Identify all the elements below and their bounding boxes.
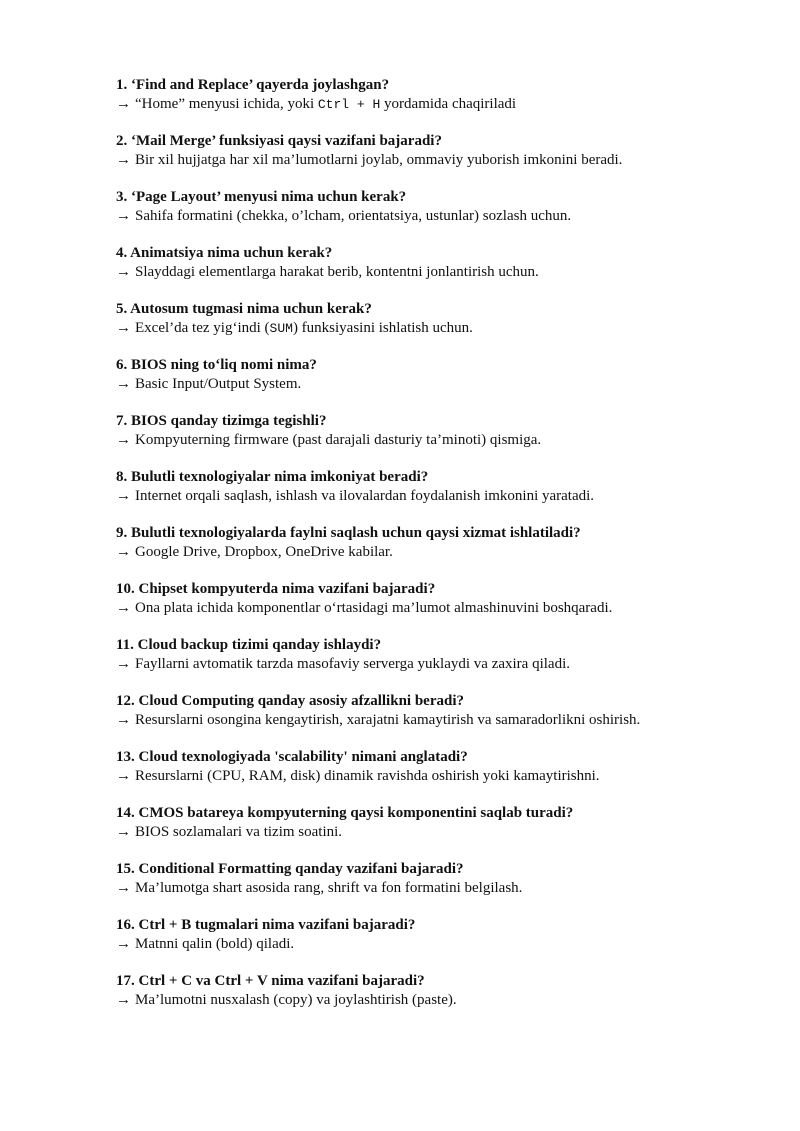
qa-item-15 <box>116 860 776 898</box>
arrow-icon: → <box>116 96 131 112</box>
answer-15-text: Ma’lumotga shart asosida rang, shrift va fon formatini belgilash. <box>135 880 523 896</box>
answer-5-text-after: ) funksiyasini ishlatish uchun. <box>292 320 473 336</box>
question-6: 6. BIOS ning to‘liq nomi nima? <box>116 357 317 373</box>
qa-item-10 <box>116 580 776 618</box>
answer-6-text: Basic Input/Output System. <box>135 376 302 392</box>
answer-15 <box>116 879 776 898</box>
question-3: 3. ‘Page Layout’ menyusi nima uchun kerak? <box>116 189 407 205</box>
answer-7 <box>116 431 776 450</box>
question-2: 2. ‘Mail Merge’ funksiyasi qaysi vazifani bajaradi? <box>116 133 442 149</box>
arrow-icon: → <box>116 432 131 448</box>
qa-item-3 <box>116 188 776 226</box>
qa-item-6 <box>116 356 776 394</box>
answer-17 <box>116 991 776 1010</box>
answer-2 <box>116 151 776 170</box>
arrow-icon: → <box>116 208 131 224</box>
answer-9-text: Google Drive, Dropbox, OneDrive kabilar. <box>135 544 393 560</box>
answer-16 <box>116 935 776 954</box>
answer-6 <box>116 375 776 394</box>
qa-item-14 <box>116 804 776 842</box>
question-15: 15. Conditional Formatting qanday vazifani bajaradi? <box>116 861 464 877</box>
answer-17-text: Ma’lumotni nusxalash (copy) va joylashtirish (paste). <box>135 992 457 1008</box>
answer-14-text: BIOS sozlamalari va tizim soatini. <box>135 824 343 840</box>
answer-9 <box>116 543 776 562</box>
arrow-icon: → <box>116 264 131 280</box>
qa-item-8 <box>116 468 776 506</box>
arrow-icon: → <box>116 880 131 896</box>
answer-5-text-before: Excel’da tez yig‘indi ( <box>135 320 270 336</box>
arrow-icon: → <box>116 488 131 504</box>
arrow-icon: → <box>116 936 131 952</box>
qa-item-16 <box>116 916 776 954</box>
question-14: 14. CMOS batareya kompyuterning qaysi komponentini saqlab turadi? <box>116 805 574 821</box>
answer-7-text: Kompyuterning firmware (past darajali dasturiy ta’minoti) qismiga. <box>135 432 542 448</box>
answer-1-text-after: yordamida chaqiriladi <box>380 96 517 112</box>
answer-4-text: Slayddagi elementlarga harakat berib, kontentni jonlantirish uchun. <box>135 264 539 280</box>
question-12: 12. Cloud Computing qanday asosiy afzallikni beradi? <box>116 693 464 709</box>
qa-item-1 <box>116 76 776 114</box>
question-13: 13. Cloud texnologiyada 'scalability' nimani anglatadi? <box>116 749 468 765</box>
answer-4 <box>116 263 776 282</box>
answer-5-function-name: SUM <box>269 321 293 336</box>
question-1: 1. ‘Find and Replace’ qayerda joylashgan? <box>116 77 390 93</box>
arrow-icon: → <box>116 544 131 560</box>
answer-5 <box>116 319 776 338</box>
answer-11-text: Fayllarni avtomatik tarzda masofaviy serverga yuklaydi va zaxira qiladi. <box>135 656 570 672</box>
answer-14 <box>116 823 776 842</box>
answer-3 <box>116 207 776 226</box>
question-10: 10. Chipset kompyuterda nima vazifani bajaradi? <box>116 581 436 597</box>
answer-1-text-before: “Home” menyusi ichida, yoki <box>135 96 318 112</box>
answer-11 <box>116 655 776 674</box>
answer-12 <box>116 711 776 730</box>
answer-8 <box>116 487 776 506</box>
question-17: 17. Ctrl + C va Ctrl + V nima vazifani bajaradi? <box>116 973 425 989</box>
question-4: 4. Animatsiya nima uchun kerak? <box>116 245 333 261</box>
answer-12-text: Resurslarni osongina kengaytirish, xarajatni kamaytirish va samaradorlikni oshirish. <box>135 712 641 728</box>
arrow-icon: → <box>116 600 131 616</box>
qa-item-4 <box>116 244 776 282</box>
question-7: 7. BIOS qanday tizimga tegishli? <box>116 413 327 429</box>
answer-10-text: Ona plata ichida komponentlar o‘rtasidagi ma’lumot almashinuvini boshqaradi. <box>135 600 613 616</box>
question-11: 11. Cloud backup tizimi qanday ishlaydi? <box>116 637 382 653</box>
answer-10 <box>116 599 776 618</box>
arrow-icon: → <box>116 712 131 728</box>
arrow-icon: → <box>116 376 131 392</box>
qa-item-2 <box>116 132 776 170</box>
answer-2-text: Bir xil hujjatga har xil ma’lumotlarni joylab, ommaviy yuborish imkonini beradi. <box>135 152 623 168</box>
question-5: 5. Autosum tugmasi nima uchun kerak? <box>116 301 372 317</box>
arrow-icon: → <box>116 656 131 672</box>
document-page <box>116 76 776 1028</box>
arrow-icon: → <box>116 152 131 168</box>
answer-13 <box>116 767 776 786</box>
arrow-icon: → <box>116 320 131 336</box>
arrow-icon: → <box>116 824 131 840</box>
answer-3-text: Sahifa formatini (chekka, o’lcham, orientatsiya, ustunlar) sozlash uchun. <box>135 208 572 224</box>
qa-item-17 <box>116 972 776 1010</box>
answer-13-text: Resurslarni (CPU, RAM, disk) dinamik ravishda oshirish yoki kamaytirishni. <box>135 768 600 784</box>
answer-16-text: Matnni qalin (bold) qiladi. <box>135 936 295 952</box>
answer-1-shortcut: Ctrl + H <box>317 97 381 112</box>
answer-8-text: Internet orqali saqlash, ishlash va ilovalardan foydalanish imkonini yaratadi. <box>135 488 595 504</box>
arrow-icon: → <box>116 768 131 784</box>
arrow-icon: → <box>116 992 131 1008</box>
qa-item-12 <box>116 692 776 730</box>
qa-item-7 <box>116 412 776 450</box>
question-16: 16. Ctrl + B tugmalari nima vazifani bajaradi? <box>116 917 416 933</box>
answer-1 <box>116 95 776 114</box>
qa-item-9 <box>116 524 776 562</box>
question-9: 9. Bulutli texnologiyalarda faylni saqlash uchun qaysi xizmat ishlatiladi? <box>116 525 581 541</box>
question-8: 8. Bulutli texnologiyalar nima imkoniyat beradi? <box>116 469 429 485</box>
qa-item-11 <box>116 636 776 674</box>
qa-item-13 <box>116 748 776 786</box>
qa-item-5 <box>116 300 776 338</box>
